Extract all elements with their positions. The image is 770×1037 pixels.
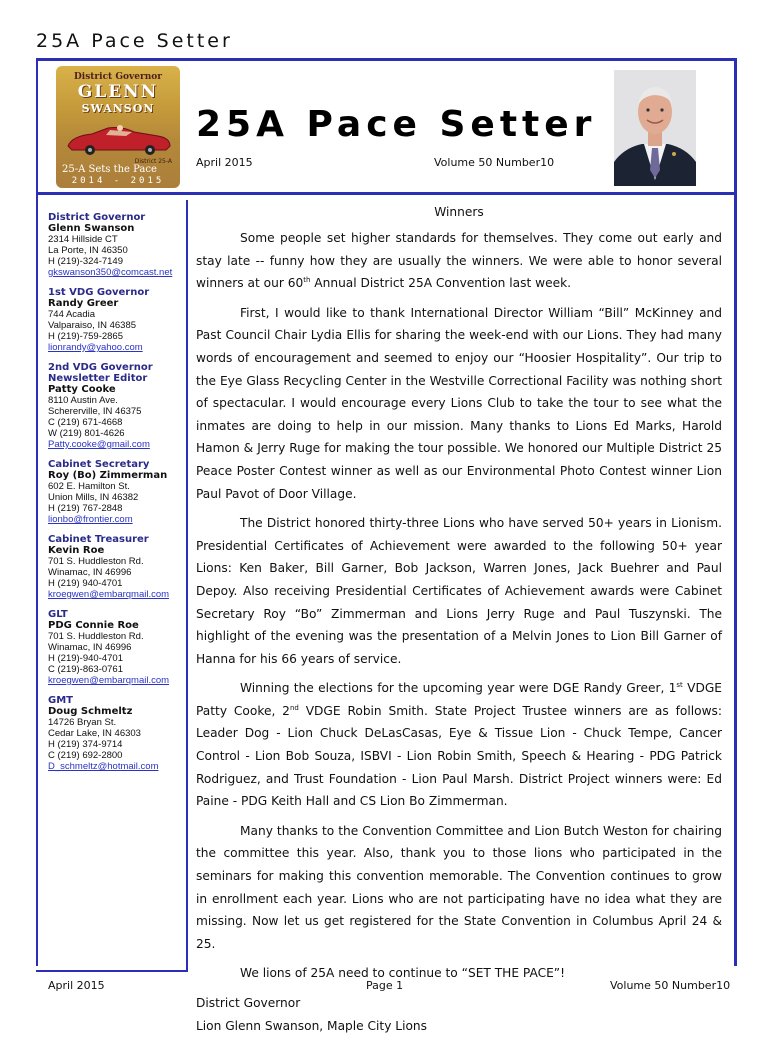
paragraph-text: Some people set higher standards for themselves. They come out early and stay late -- funny how they are usually the winners. We were able to honor several winners at our 60 [196, 231, 722, 291]
officer-phone: H (219) 940-4701 [48, 578, 123, 589]
ordinal-suffix: nd [289, 703, 299, 712]
officer-phone: H (219) 767-2848 [48, 503, 123, 514]
officer-title: GLT [48, 609, 68, 620]
footer-volume: Volume 50 Number10 [610, 979, 731, 992]
officer-email-link[interactable]: lionbo@frontier.com [48, 514, 133, 525]
paragraph-text: VDGE Robin Smith. State Project Trustee winners are as follows: Leader Dog - Lion Chuck DeLasCasas, Eye & Tissue Lion - Chuck Tempe, Cancer Control - Lion Bob Souza, ISBVI - Lion Robin Smith, Speech & Hearing - PDG Patrick Rodriguez, and Trust Foundation - Lion Paul Marsh. District Project winners were: Ed Paine - PDG Keith Hall and CS Lion Bo Zimmerman. [196, 703, 722, 809]
officer-title: 2nd VDG Governor [48, 362, 153, 373]
signature-name: Lion Glenn Swanson, Maple City Lions [196, 1018, 428, 1033]
ordinal-suffix: th [303, 276, 311, 285]
officer-directory [48, 212, 184, 781]
officer-city: La Porte, IN 46350 [48, 245, 128, 256]
officer-email-link[interactable]: D_schmeltz@hotmail.com [48, 761, 159, 772]
logo-name-line2: SWANSON [81, 102, 155, 115]
officer-phone: H (219) 374-9714 [48, 739, 123, 750]
article-paragraph: First, I would like to thank International Director William “Bill” McKinney and Past Council Chair Lydia Ellis for sharing the week-end with our Lions. They had many words of encouragement and seemed to enjoy our “Hoosier Hospitality”. Our trip to the Eye Glass Recycling Center in the Westville Correctional Facility was nothing short of spectacular. I would encourage every Lions Club to take the tour to see what the inmates are doing to help in our mission. Many thanks to Lions Ed Marks, Harold Hamon & Jerry Ruge for making the tour possible. We honored our Multiple District 25 Peace Poster Contest winner as well as our Environmental Photo Contest winner Lion Paul Pavot of Door Village. [196, 305, 722, 501]
frame-top-rule [36, 58, 736, 61]
officer-name: PDG Connie Roe [48, 620, 139, 631]
officer-city: Union Mills, IN 46382 [48, 492, 139, 503]
officer-title: Cabinet Treasurer [48, 534, 149, 545]
officer-email-link[interactable]: kroegwen@embarqmail.com [48, 675, 170, 686]
article-paragraph: We lions of 25A need to continue to “SET THE PACE”! [240, 966, 565, 981]
paragraph-text: VDGE Patty Cooke, 2 [196, 681, 722, 718]
header-divider-rule [36, 192, 736, 195]
district-governor-logo [56, 66, 180, 188]
logo-name-line1: GLENN [77, 82, 159, 102]
officer-name: Doug Schmeltz [48, 706, 133, 717]
logo-years: 2014 - 2015 [71, 176, 165, 186]
officer-address: 701 S. Huddleston Rd. [48, 556, 144, 567]
officer-block-glt [48, 609, 184, 686]
officer-phone: H (219)-759-2865 [48, 331, 123, 342]
issue-date: April 2015 [196, 156, 253, 169]
footer-date: April 2015 [48, 979, 105, 992]
officer-block-cabinet-secretary [48, 459, 184, 525]
officer-city: Valparaiso, IN 46385 [48, 320, 137, 331]
officer-city: Schererville, IN 46375 [48, 406, 142, 417]
officer-address: 2314 Hillside CT [48, 234, 118, 245]
footer-page-number: Page 1 [366, 979, 404, 992]
officer-name: Glenn Swanson [48, 223, 135, 234]
article-paragraph [196, 677, 722, 813]
officer-email-link[interactable]: kroegwen@embarqmail.com [48, 589, 170, 600]
paragraph-text: Winning the elections for the upcoming year were DGE Randy Greer, 1 [240, 681, 677, 696]
district-governor-portrait [614, 70, 696, 186]
sidebar-divider-rule [186, 200, 188, 970]
officer-block-district-governor [48, 212, 184, 278]
officer-phone: W (219) 801-4626 [48, 428, 125, 439]
officer-name: Randy Greer [48, 298, 119, 309]
logo-top-text: District Governor [73, 72, 163, 82]
officer-email-link[interactable]: gkswanson350@comcast.net [48, 267, 173, 278]
paragraph-text: Annual District 25A Convention last week. [310, 276, 572, 291]
officer-city: Cedar Lake, IN 46303 [48, 728, 141, 739]
officer-block-cabinet-treasurer [48, 534, 184, 600]
signature-title: District Governor [196, 996, 301, 1010]
officer-address: 14726 Bryan St. [48, 717, 117, 728]
officer-email-link[interactable]: Patty.cooke@gmail.com [48, 439, 150, 450]
officer-title: District Governor [48, 212, 146, 223]
officer-address: 744 Acadia [48, 309, 96, 320]
sidebar-bottom-rule [36, 970, 188, 972]
running-title: 25A Pace Setter [36, 30, 233, 52]
officer-name: Patty Cooke [48, 384, 116, 395]
officer-address: 8110 Austin Ave. [48, 395, 118, 406]
officer-name: Kevin Roe [48, 545, 105, 556]
article-title: Winners [434, 205, 484, 219]
winners-article [196, 203, 722, 1037]
officer-city: Winamac, IN 46996 [48, 567, 132, 578]
officer-title: 1st VDG Governor [48, 287, 150, 298]
article-paragraph [196, 227, 722, 295]
officer-address: 701 S. Huddleston Rd. [48, 631, 144, 642]
article-paragraph: Many thanks to the Convention Committee and Lion Butch Weston for chairing the committee this year. Also, thank you to those lions who participated in the seminars for making this convention memorable. The Convention continues to grow in enrollment each year. Lions who are not participating have no idea what they are missing. Now let us get registered for the State Convention in Columbus April 24 & 25. [196, 823, 722, 951]
ordinal-suffix: st [676, 681, 683, 690]
logo-district-text: District 25-A [134, 158, 172, 165]
officer-title: Cabinet Secretary [48, 459, 150, 470]
officer-phone: C (219) 692-2800 [48, 750, 123, 761]
officer-name: Roy (Bo) Zimmerman [48, 470, 168, 481]
officer-block-gmt [48, 695, 184, 772]
issue-volume: Volume 50 Number10 [434, 156, 555, 169]
portrait-image [614, 70, 696, 186]
officer-email-link[interactable]: lionrandy@yahoo.com [48, 342, 143, 353]
red-car-icon [62, 122, 174, 156]
officer-phone: H (219)-324-7149 [48, 256, 123, 267]
officer-title-secondary: Newsletter Editor [48, 373, 148, 384]
officer-phone: H (219)-940-4701 [48, 653, 123, 664]
logo-caption: 25-A Sets the Pace [62, 164, 157, 175]
officer-block-2nd-vdg [48, 362, 184, 450]
officer-block-1st-vdg [48, 287, 184, 353]
officer-phone: C (219) 671-4668 [48, 417, 123, 428]
officer-address: 602 E. Hamilton St. [48, 481, 130, 492]
officer-phone: C (219)-863-0761 [48, 664, 123, 675]
article-paragraph: The District honored thirty-three Lions who have served 50+ years in Lionism. Presidential Certificates of Achievement were awarded to the following 50+ year Lions: Ken Baker, Bill Garner, Bob Jackson, Warren Jones, Jack Buehrer and Paul Depoy. Also receiving Presidential Certificates of Achievement awards were Cabinet Secretary Roy “Bo” Zimmerman and Lions Jerry Ruge and Paul Tuszynski. The highlight of the evening was the presentation of a Melvin Jones to Lion Bill Garner of Hanna for his 66 years of service. [196, 516, 722, 666]
officer-title: GMT [48, 695, 73, 706]
masthead-title: 25A Pace Setter [196, 104, 597, 145]
officer-city: Winamac, IN 46996 [48, 642, 132, 653]
